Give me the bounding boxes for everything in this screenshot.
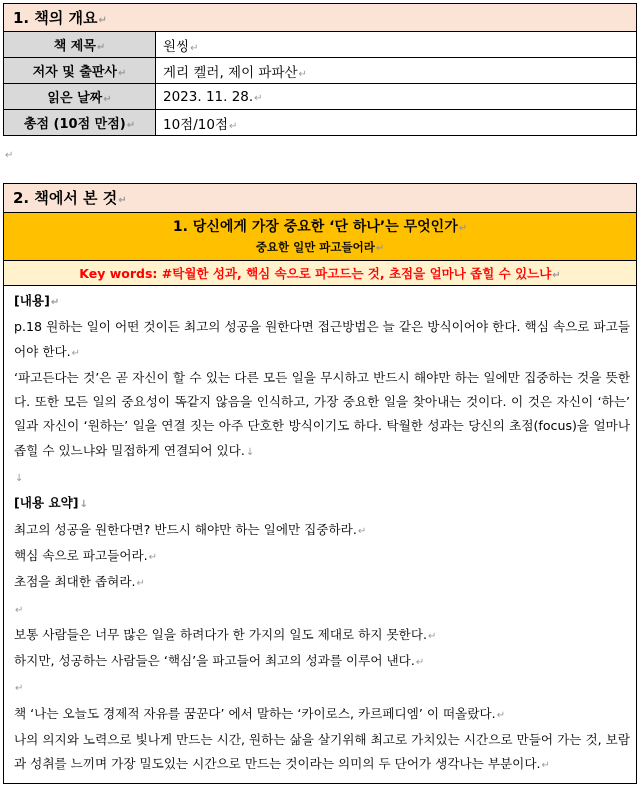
author-value: 게리 켈러, 제이 파파산↵	[156, 58, 637, 84]
reflection-line: 책 ‘나는 오늘도 경제적 자유를 꿈꾼다’ 에서 말하는 ‘카이로스, 카르페디엠’ 이 떠올랐다.↵	[14, 705, 506, 721]
empty-line: ↵	[15, 683, 24, 695]
score-label: 총점 (10점 만점)↵	[4, 110, 156, 136]
note-line: 하지만, 성공하는 사람들은 ‘핵심’을 파고들어 최고의 성과를 이루어 낸다.↵	[14, 653, 425, 669]
note-line: 보통 사람들은 너무 많은 일을 하려다가 한 가지의 일도 제대로 하지 못한다.↵	[14, 626, 437, 642]
summary-line: 초점을 최대한 좁혀라.↵	[14, 574, 145, 590]
chapter-subtitle: 중요한 일만 파고들어라↵	[255, 240, 385, 254]
reflection-paragraph: 나의 의지와 노력으로 빛나게 만드는 시간, 원하는 삶을 살기위해 최고로 가치있는 시간으로 만들어 가는 것, 보람과 성취를 느끼며 가장 밀도있는 시간으로 만드는 것이라는 의미의 두 단어가 생각나는 부분이다.↵	[14, 732, 630, 772]
date-value: 2023. 11. 28.↵	[156, 84, 637, 110]
content-paragraph: ‘파고든다는 것’은 곧 자신이 할 수 있는 다른 모든 일을 무시하고 반드시 해야만 하는 일에만 집중하는 것을 뜻한다. 또한 모든 일의 중요성이 똑같지 않음을 인식하고, 가장 중요한 일을 찾아내는 것이다. 이 것은 자신이 ‘하는’ 일과 자신이 ‘원하는’ 일을 연결 짓는 아주 단호한 방식이기도 하다. 탁월한 성과는 당신의 초점(focus)을 얼마나 좁힐 수 있느냐와 밀접하게 연결되어 있다.↓	[14, 369, 630, 458]
table-row	[4, 110, 637, 136]
title-label: 책 제목↵	[4, 32, 156, 58]
section-title: 2. 책에서 본 것↵	[4, 184, 636, 213]
section-title: 1. 책의 개요↵	[4, 4, 637, 32]
date-label: 읽은 날짜↵	[4, 84, 156, 110]
paragraph-mark: ↵	[5, 150, 14, 161]
score-value: 10점/10점↵	[156, 110, 637, 136]
summary-line: 핵심 속으로 파고들어라.↵	[14, 547, 158, 563]
content-heading: [내용]↵	[14, 293, 60, 308]
summary-heading: [내용 요약]↓	[14, 495, 88, 511]
table-row	[4, 84, 637, 110]
title-value: 원씽↵	[156, 32, 637, 58]
summary-line: 최고의 성공을 원한다면? 반드시 해야만 하는 일에만 집중하라.↵	[14, 521, 367, 537]
table-row	[4, 32, 637, 58]
content-paragraph: p.18 원하는 일이 어떤 것이든 최고의 성공을 원한다면 접근방법은 늘 같은 방식이어야 한다. 핵심 속으로 파고들어야 한다.↵	[14, 319, 630, 359]
chapter-title: 1. 당신에게 가장 중요한 ‘단 하나’는 무엇인가↵	[172, 219, 468, 235]
author-label: 저자 및 출판사↵	[4, 58, 156, 84]
chapter-header	[4, 213, 636, 261]
book-content-section	[3, 183, 637, 784]
empty-line: ↓	[15, 473, 24, 485]
content-body	[4, 286, 636, 783]
book-overview-table	[3, 3, 637, 136]
empty-line: ↵	[15, 604, 24, 616]
table-row	[4, 58, 637, 84]
keywords: Key words: #탁월한 성과, 핵심 속으로 파고드는 것, 초점을 얼마나 좁힐 수 있느냐↵	[4, 261, 636, 286]
